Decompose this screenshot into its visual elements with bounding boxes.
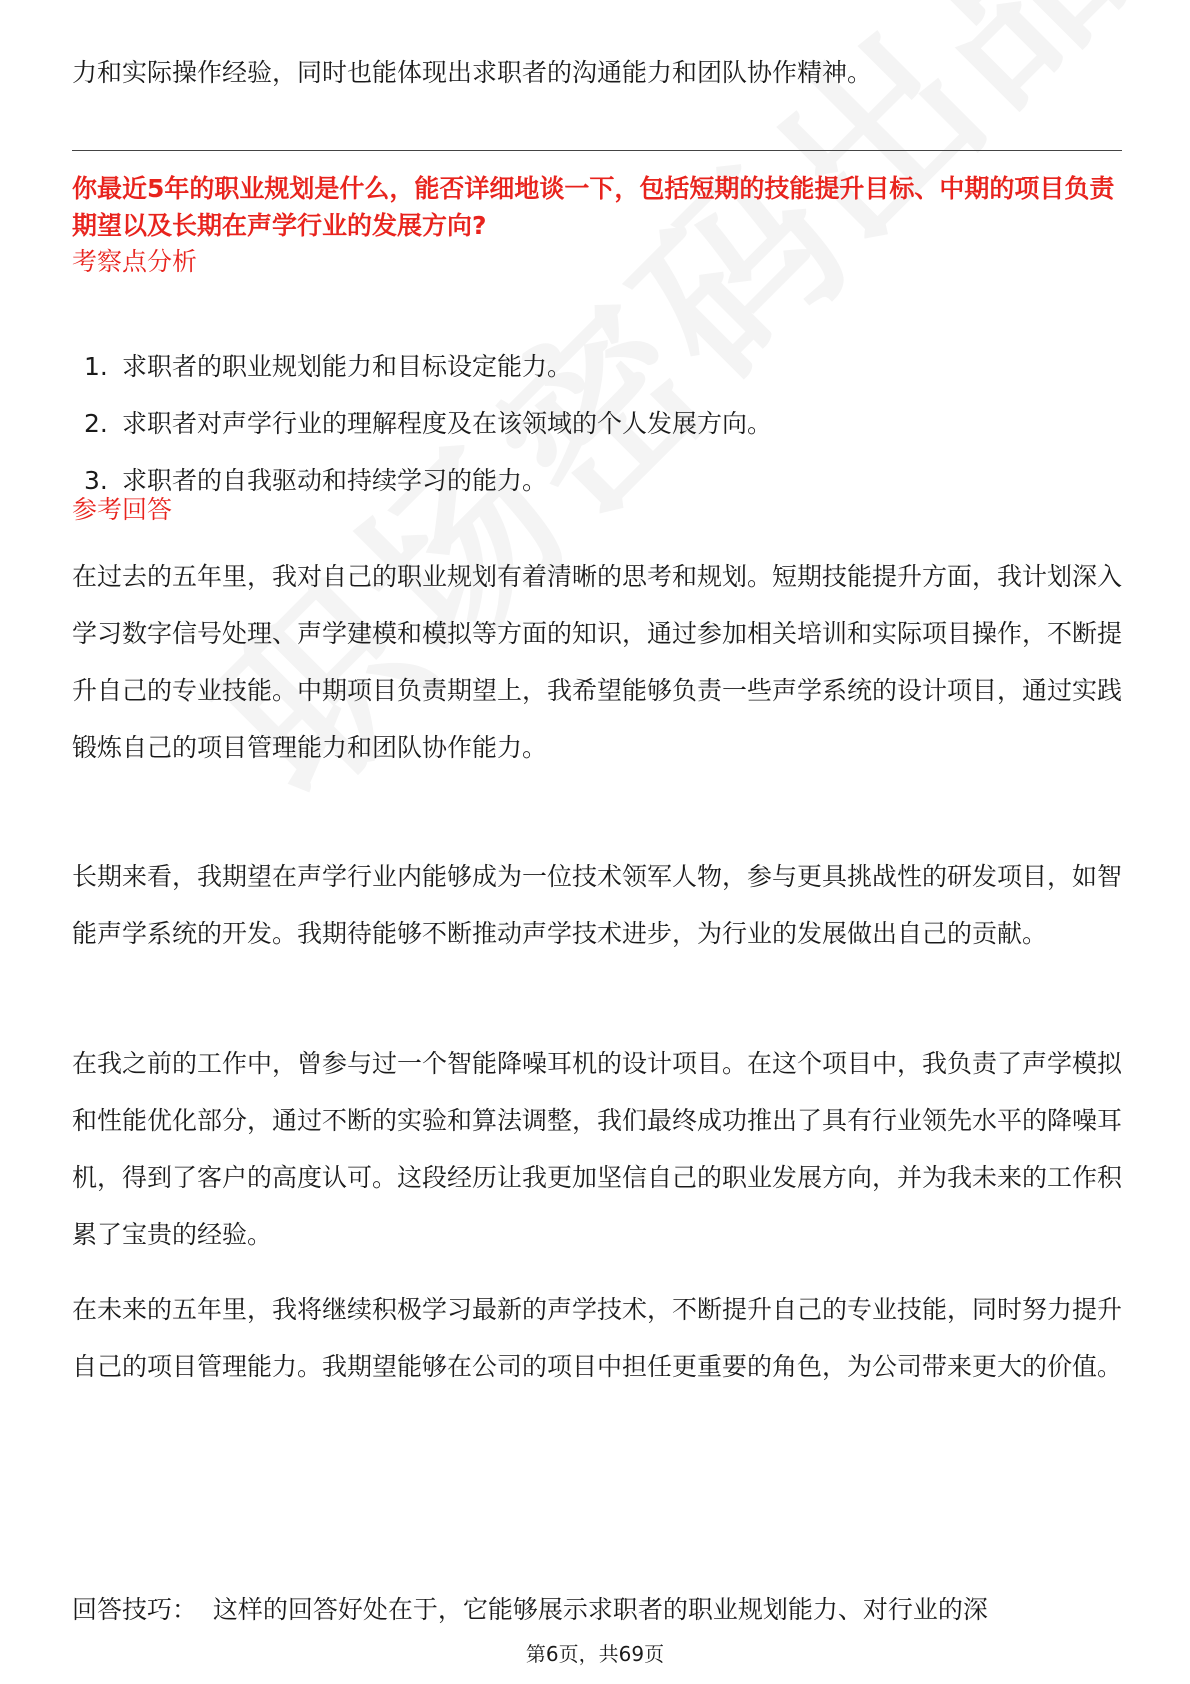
answer-paragraph: 在过去的五年里，我对自己的职业规划有着清晰的思考和规划。短期技能提升方面，我计划深入学习数字信号处理、声学建模和模拟等方面的知识，通过参加相关培训和实际项目操作，不断提升自己的专业技能。中期项目负责期望上，我希望能够负责一些声学系统的设计项目，通过实践锻炼自己的项目管理能力和团队协作能力。 <box>72 562 1123 762</box>
answer-paragraph: 在我之前的工作中，曾参与过一个智能降噪耳机的设计项目。在这个项目中，我负责了声学模拟和性能优化部分，通过不断的实验和算法调整，我们最终成功推出了具有行业领先水平的降噪耳机，得到了客户的高度认可。这段经历让我更加坚信自己的职业发展方向，并为我未来的工作积累了宝贵的经验。 <box>72 1049 1123 1249</box>
list-item-text: 求职者对声学行业的理解程度及在该领域的个人发展方向。 <box>122 409 773 438</box>
list-item <box>84 338 772 395</box>
analysis-title: 考察点分析 <box>72 247 198 276</box>
page-number: 第6页，共69页 <box>525 1642 665 1666</box>
question-heading: 你最近5年的职业规划是什么，能否详细地谈一下，包括短期的技能提升目标、中期的项目负责期望以及长期在声学行业的发展方向? <box>72 174 1115 240</box>
tips-text: 这样的回答好处在于，它能够展示求职者的职业规划能力、对行业的深 <box>212 1595 988 1624</box>
analysis-list <box>84 338 772 509</box>
answer-paragraph: 在未来的五年里，我将继续积极学习最新的声学技术，不断提升自己的专业技能，同时努力提升自己的项目管理能力。我期望能够在公司的项目中担任更重要的角色，为公司带来更大的价值。 <box>72 1295 1123 1381</box>
section-divider <box>72 150 1122 151</box>
list-item-number: 3. <box>84 466 108 495</box>
list-item-text: 求职者的职业规划能力和目标设定能力。 <box>122 352 573 381</box>
list-item-text: 求职者的自我驱动和持续学习的能力。 <box>122 466 548 495</box>
answer-title: 参考回答 <box>72 495 173 524</box>
answer-tips <box>72 1590 988 1630</box>
tips-label: 回答技巧： <box>72 1595 198 1624</box>
list-item-number: 1. <box>84 352 108 381</box>
list-item <box>84 395 772 452</box>
answer-paragraph: 长期来看，我期望在声学行业内能够成为一位技术领军人物，参与更具挑战性的研发项目，如智能声学系统的开发。我期待能够不断推动声学技术进步，为行业的发展做出自己的贡献。 <box>72 862 1123 948</box>
continued-text: 力和实际操作经验，同时也能体现出求职者的沟通能力和团队协作精神。 <box>72 58 873 87</box>
list-item-number: 2. <box>84 409 108 438</box>
list-item <box>84 452 772 509</box>
